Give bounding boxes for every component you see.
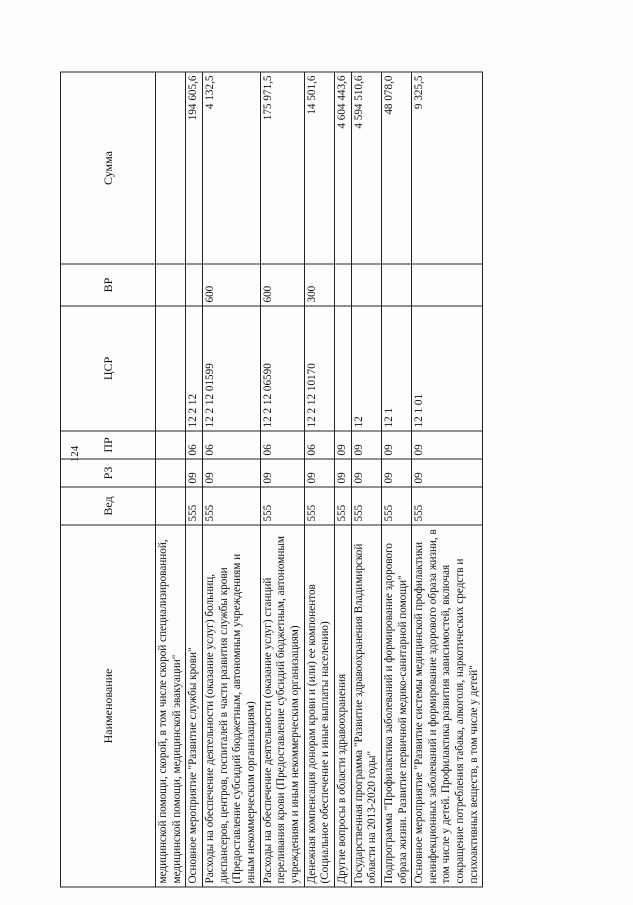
cell-sum: 175 971,5 <box>260 72 304 264</box>
cell-csr: 12 2 12 10170 <box>304 306 334 431</box>
table-row <box>412 72 483 887</box>
cell-ved: 555 <box>186 487 203 525</box>
cell-name: Государственная программа "Развитие здравоохранения Владимирской области на 2013-2020 годы" <box>351 525 381 887</box>
header-csr: ЦСР <box>61 306 156 431</box>
table-row <box>351 72 381 887</box>
cell-pr: 09 <box>334 431 351 459</box>
cell-ved: 555 <box>412 487 483 525</box>
cell-sum: 4 132,5 <box>202 72 260 264</box>
cell-name: Другие вопросы в области здравоохранения <box>334 525 351 887</box>
cell-vr: 600 <box>202 264 260 306</box>
cell-pr: 06 <box>202 431 260 459</box>
cell-csr: 12 1 <box>381 306 411 431</box>
cell-name: Расходы на обеспечение деятельности (оказание услуг) станций переливания крови (Предоставление субсидий бюджетным, автономным учреждениям и иным некоммерческим организациям) <box>260 525 304 887</box>
cell-sum: 9 325,5 <box>412 72 483 264</box>
cell-vr <box>412 264 483 306</box>
cell-pr: 09 <box>412 431 483 459</box>
cell-ved: 555 <box>334 487 351 525</box>
cell-rz: 09 <box>304 459 334 487</box>
header-pr: ПР <box>61 431 156 459</box>
cell-pr: 09 <box>351 431 381 459</box>
cell-name: Основное мероприятие "Развитие службы крови" <box>186 525 203 887</box>
cell-name: Основное мероприятие "Развитие системы медицинской профилактики неинфекционных заболеваний и формирование здорового образа жизни, в том числе у детей. Профилактика развития зависимостей, включая сокращение потребления табака, алкоголя, наркотических средств и психоактивных веществ, в том числе у детей" <box>412 525 483 887</box>
table-row <box>381 72 411 887</box>
table-row <box>260 72 304 887</box>
cell-rz: 09 <box>412 459 483 487</box>
cell-sum <box>156 72 186 264</box>
cell-sum: 4 594 510,6 <box>351 72 381 264</box>
header-rz: РЗ <box>61 459 156 487</box>
rotated-budget-table <box>60 73 572 888</box>
cell-vr <box>156 264 186 306</box>
cell-csr: 12 <box>351 306 381 431</box>
cell-vr <box>186 264 203 306</box>
cell-csr: 12 2 12 <box>186 306 203 431</box>
cell-pr: 06 <box>260 431 304 459</box>
header-row <box>61 72 156 887</box>
cell-ved <box>156 487 186 525</box>
table-row <box>202 72 260 887</box>
cell-name: Денежная компенсация донорам крови и (или) ее компонентов (Социальное обеспечение и иные выплаты населению) <box>304 525 334 887</box>
cell-vr <box>381 264 411 306</box>
cell-ved: 555 <box>260 487 304 525</box>
table-row <box>334 72 351 887</box>
table-row <box>156 72 186 887</box>
header-ved: Вед <box>61 487 156 525</box>
page-number: 124 <box>69 445 81 463</box>
cell-pr: 09 <box>381 431 411 459</box>
cell-rz: 09 <box>334 459 351 487</box>
cell-name: Подпрограмма "Профилактика заболеваний и формирование здорового образа жизни. Развитие первичной медико-санитарной помощи" <box>381 525 411 887</box>
cell-name: медицинской помощи, скорой, в том числе скорой специализированной, медицинской помощи, медицинской эвакуации" <box>156 525 186 887</box>
cell-sum: 194 605,6 <box>186 72 203 264</box>
cell-sum: 14 501,6 <box>304 72 334 264</box>
cell-rz <box>156 459 186 487</box>
cell-vr: 600 <box>260 264 304 306</box>
header-name: Наименование <box>61 525 156 887</box>
cell-rz: 09 <box>202 459 260 487</box>
table-row <box>304 72 334 887</box>
cell-csr <box>334 306 351 431</box>
cell-ved: 555 <box>381 487 411 525</box>
cell-pr <box>156 431 186 459</box>
cell-ved: 555 <box>351 487 381 525</box>
cell-sum: 4 604 443,6 <box>334 72 351 264</box>
cell-vr <box>334 264 351 306</box>
cell-csr <box>156 306 186 431</box>
cell-csr: 12 2 12 06590 <box>260 306 304 431</box>
cell-vr <box>351 264 381 306</box>
cell-rz: 09 <box>351 459 381 487</box>
cell-rz: 09 <box>381 459 411 487</box>
table-row <box>186 72 203 887</box>
cell-name: Расходы на обеспечение деятельности (оказание услуг) больниц, диспансеров, центров, госпиталей в части развития службы крови (Предоставление субсидий бюджетным, автономным учреждениям и иным некоммерческим организациям) <box>202 525 260 887</box>
cell-csr: 12 1 01 <box>412 306 483 431</box>
cell-rz: 09 <box>186 459 203 487</box>
budget-table <box>60 72 483 888</box>
cell-pr: 06 <box>186 431 203 459</box>
cell-vr: 300 <box>304 264 334 306</box>
cell-rz: 09 <box>260 459 304 487</box>
header-vr: ВР <box>61 264 156 306</box>
header-sum: Сумма <box>61 72 156 264</box>
cell-sum: 48 078,0 <box>381 72 411 264</box>
cell-csr: 12 2 12 01599 <box>202 306 260 431</box>
cell-ved: 555 <box>304 487 334 525</box>
cell-ved: 555 <box>202 487 260 525</box>
cell-pr: 06 <box>304 431 334 459</box>
